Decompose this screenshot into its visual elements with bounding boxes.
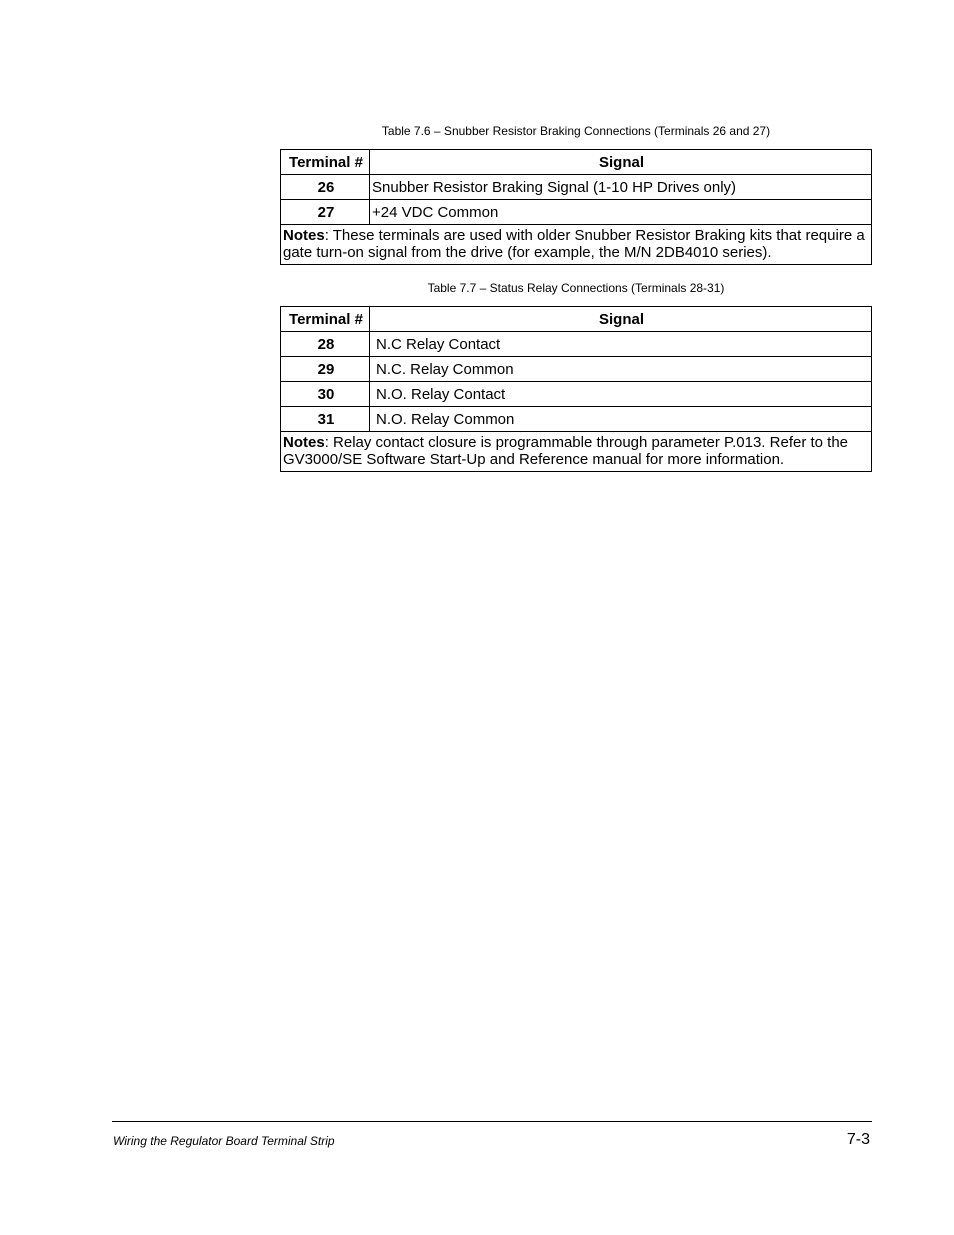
signal-description: N.C Relay Contact [370,332,872,357]
table-row [281,175,872,200]
column-header-terminal: Terminal # [281,307,370,332]
table-notes [281,432,872,472]
notes-label: Notes [283,227,325,244]
notes-text: : These terminals are used with older Snubber Resistor Braking kits that require a gate turn-on signal from the drive (for example, the M/N 2DB4010 series). [283,227,865,261]
table-row [281,407,872,432]
column-header-signal: Signal [370,150,872,175]
table-header-row [281,307,872,332]
terminal-number: 30 [281,382,370,407]
table-header-row [281,150,872,175]
terminal-number: 29 [281,357,370,382]
table-7-7-caption: Table 7.7 – Status Relay Connections (Terminals 28-31) [427,281,725,295]
table-row [281,382,872,407]
signal-description: N.O. Relay Common [370,407,872,432]
terminal-number: 28 [281,332,370,357]
notes-text: : Relay contact closure is programmable through parameter P.013. Refer to the GV3000/SE Software Start-Up and Reference manual for more information. [283,434,849,468]
signal-description: N.O. Relay Contact [370,382,872,407]
footer-divider [112,1121,872,1122]
terminal-number: 31 [281,407,370,432]
notes-label: Notes [283,434,325,451]
footer-section-title: Wiring the Regulator Board Terminal Strip [113,1134,335,1148]
table-row [281,357,872,382]
terminal-number: 27 [281,200,370,225]
terminal-number: 26 [281,175,370,200]
table-row [281,200,872,225]
column-header-signal: Signal [370,307,872,332]
notes-row [281,432,872,472]
signal-description: N.C. Relay Common [370,357,872,382]
table-7-6-caption: Table 7.6 – Snubber Resistor Braking Connections (Terminals 26 and 27) [381,124,771,138]
signal-description: Snubber Resistor Braking Signal (1-10 HP Drives only) [370,175,872,200]
notes-row [281,225,872,265]
table-7-7 [280,306,872,472]
page-number: 7-3 [846,1131,870,1148]
table-row [281,332,872,357]
table-7-6 [280,149,872,265]
table-notes [281,225,872,265]
column-header-terminal: Terminal # [281,150,370,175]
signal-description: +24 VDC Common [370,200,872,225]
